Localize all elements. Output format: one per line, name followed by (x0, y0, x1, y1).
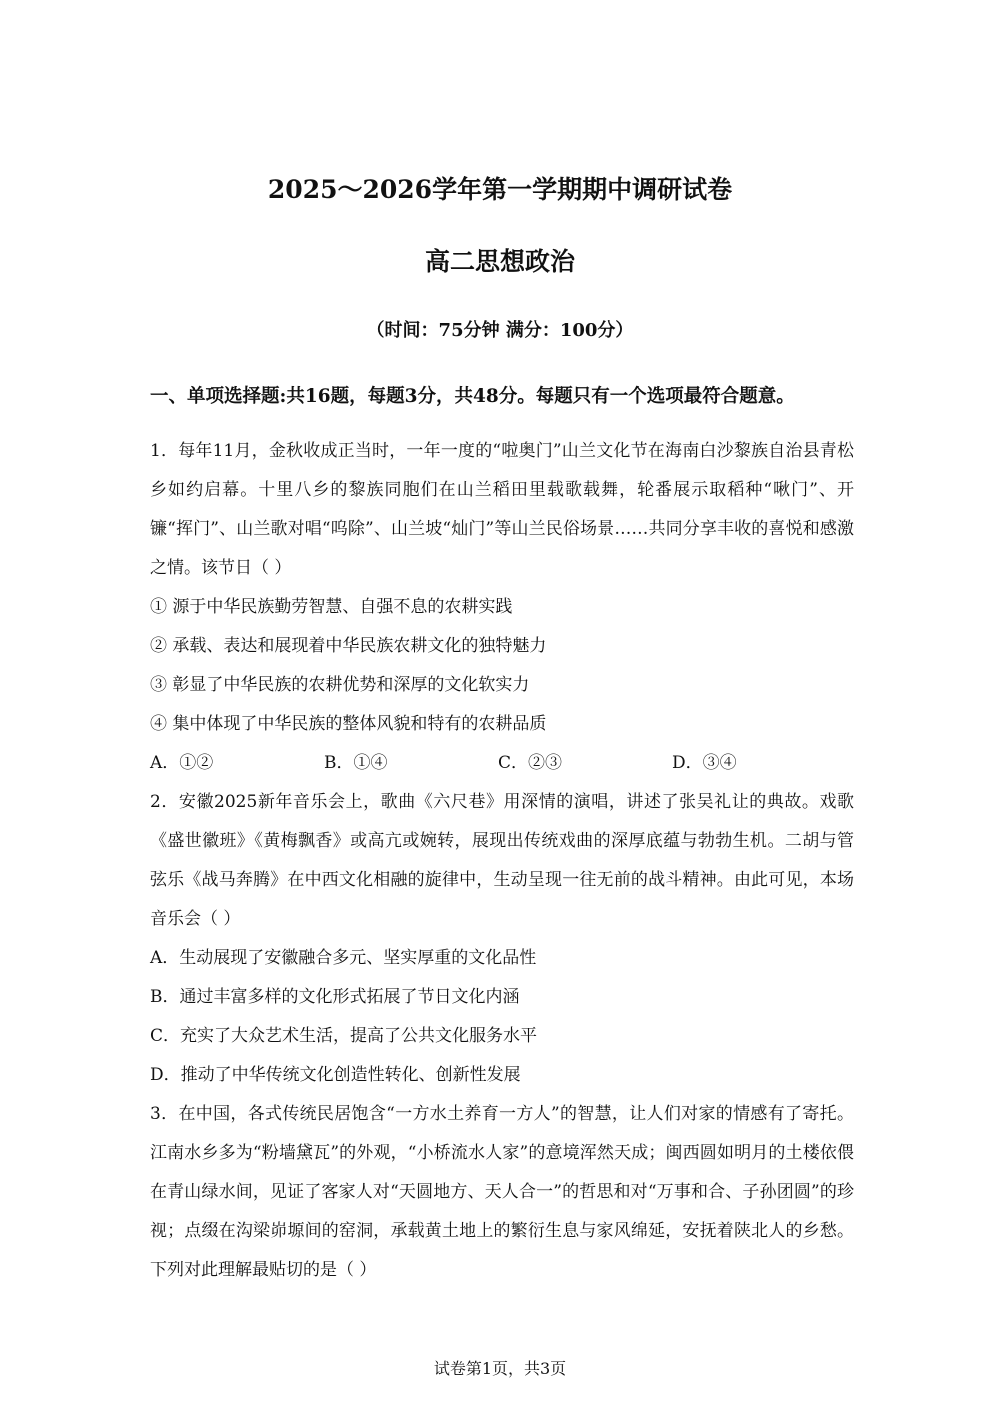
question-1-option-d: D．③④ (672, 753, 737, 773)
question-2-stem: 2．安徽2025新年音乐会上，歌曲《六尺巷》用深情的演唱，讲述了张吴礼让的典故。戏歌《盛世徽班》《黄梅飘香》或高亢或婉转，展现出传统戏曲的深厚底蕴与勃勃生机。二胡与管弦乐《战马奔腾》在中西文化相融的旋律中，生动呈现一往无前的战斗精神。由此可见，本场音乐会（ ） (150, 792, 854, 929)
questions-body (150, 432, 854, 1290)
page-footer: 试卷第1页，共3页 (433, 1359, 567, 1378)
question-1-item: ③ 彰显了中华民族的农耕优势和深厚的文化软实力 (150, 675, 530, 695)
question-1-option-c: C．②③ (498, 753, 563, 773)
question-3-stem: 3．在中国，各式传统民居饱含“一方水土养育一方人”的智慧，让人们对家的情感有了寄托。江南水乡多为“粉墙黛瓦”的外观，“小桥流水人家”的意境浑然天成；闽西圆如明月的土楼依偎在青山绿水间，见证了客家人对“天圆地方、天人合一”的哲思和对“万事和合、子孙团圆”的珍视；点缀在沟梁峁塬间的窑洞，承载黄土地上的繁衍生息与家风绵延，安抚着陕北人的乡愁。下列对此理解最贴切的是（ ） (150, 1104, 854, 1280)
question-1-option-b: B．①④ (324, 753, 388, 773)
exam-title: 2025～2026学年第一学期期中调研试卷 (267, 175, 733, 204)
exam-subject: 高二思想政治 (424, 247, 575, 276)
question-2-option-d: D．推动了中华传统文化创造性转化、创新性发展 (150, 1065, 521, 1085)
question-1-options (150, 744, 854, 783)
question-2-option-b: B．通过丰富多样的文化形式拓展了节日文化内涵 (150, 987, 520, 1007)
section-heading: 一、单项选择题:共16题，每题3分，共48分。每题只有一个选项最符合题意。 (150, 386, 795, 407)
exam-info: （时间：75分钟 满分：100分） (366, 320, 634, 341)
question-1-item: ② 承载、表达和展现着中华民族农耕文化的独特魅力 (150, 636, 547, 656)
question-1-item: ① 源于中华民族勤劳智慧、自强不息的农耕实践 (150, 597, 513, 617)
question-1-option-a: A．①② (150, 753, 214, 773)
question-2-option-a: A．生动展现了安徽融合多元、坚实厚重的文化品性 (150, 948, 537, 968)
question-1-stem: 1．每年11月，金秋收成正当时，一年一度的“啦奥门”山兰文化节在海南白沙黎族自治县青松乡如约启幕。十里八乡的黎族同胞们在山兰稻田里载歌载舞，轮番展示取稻种“啾门”、开镰“挥门”、山兰歌对唱“呜除”、山兰坡“灿门”等山兰民俗场景……共同分享丰收的喜悦和感激之情。该节日（ ） (150, 441, 854, 578)
question-1-item: ④ 集中体现了中华民族的整体风貌和特有的农耕品质 (150, 714, 547, 734)
question-2-option-c: C．充实了大众艺术生活，提高了公共文化服务水平 (150, 1026, 538, 1046)
